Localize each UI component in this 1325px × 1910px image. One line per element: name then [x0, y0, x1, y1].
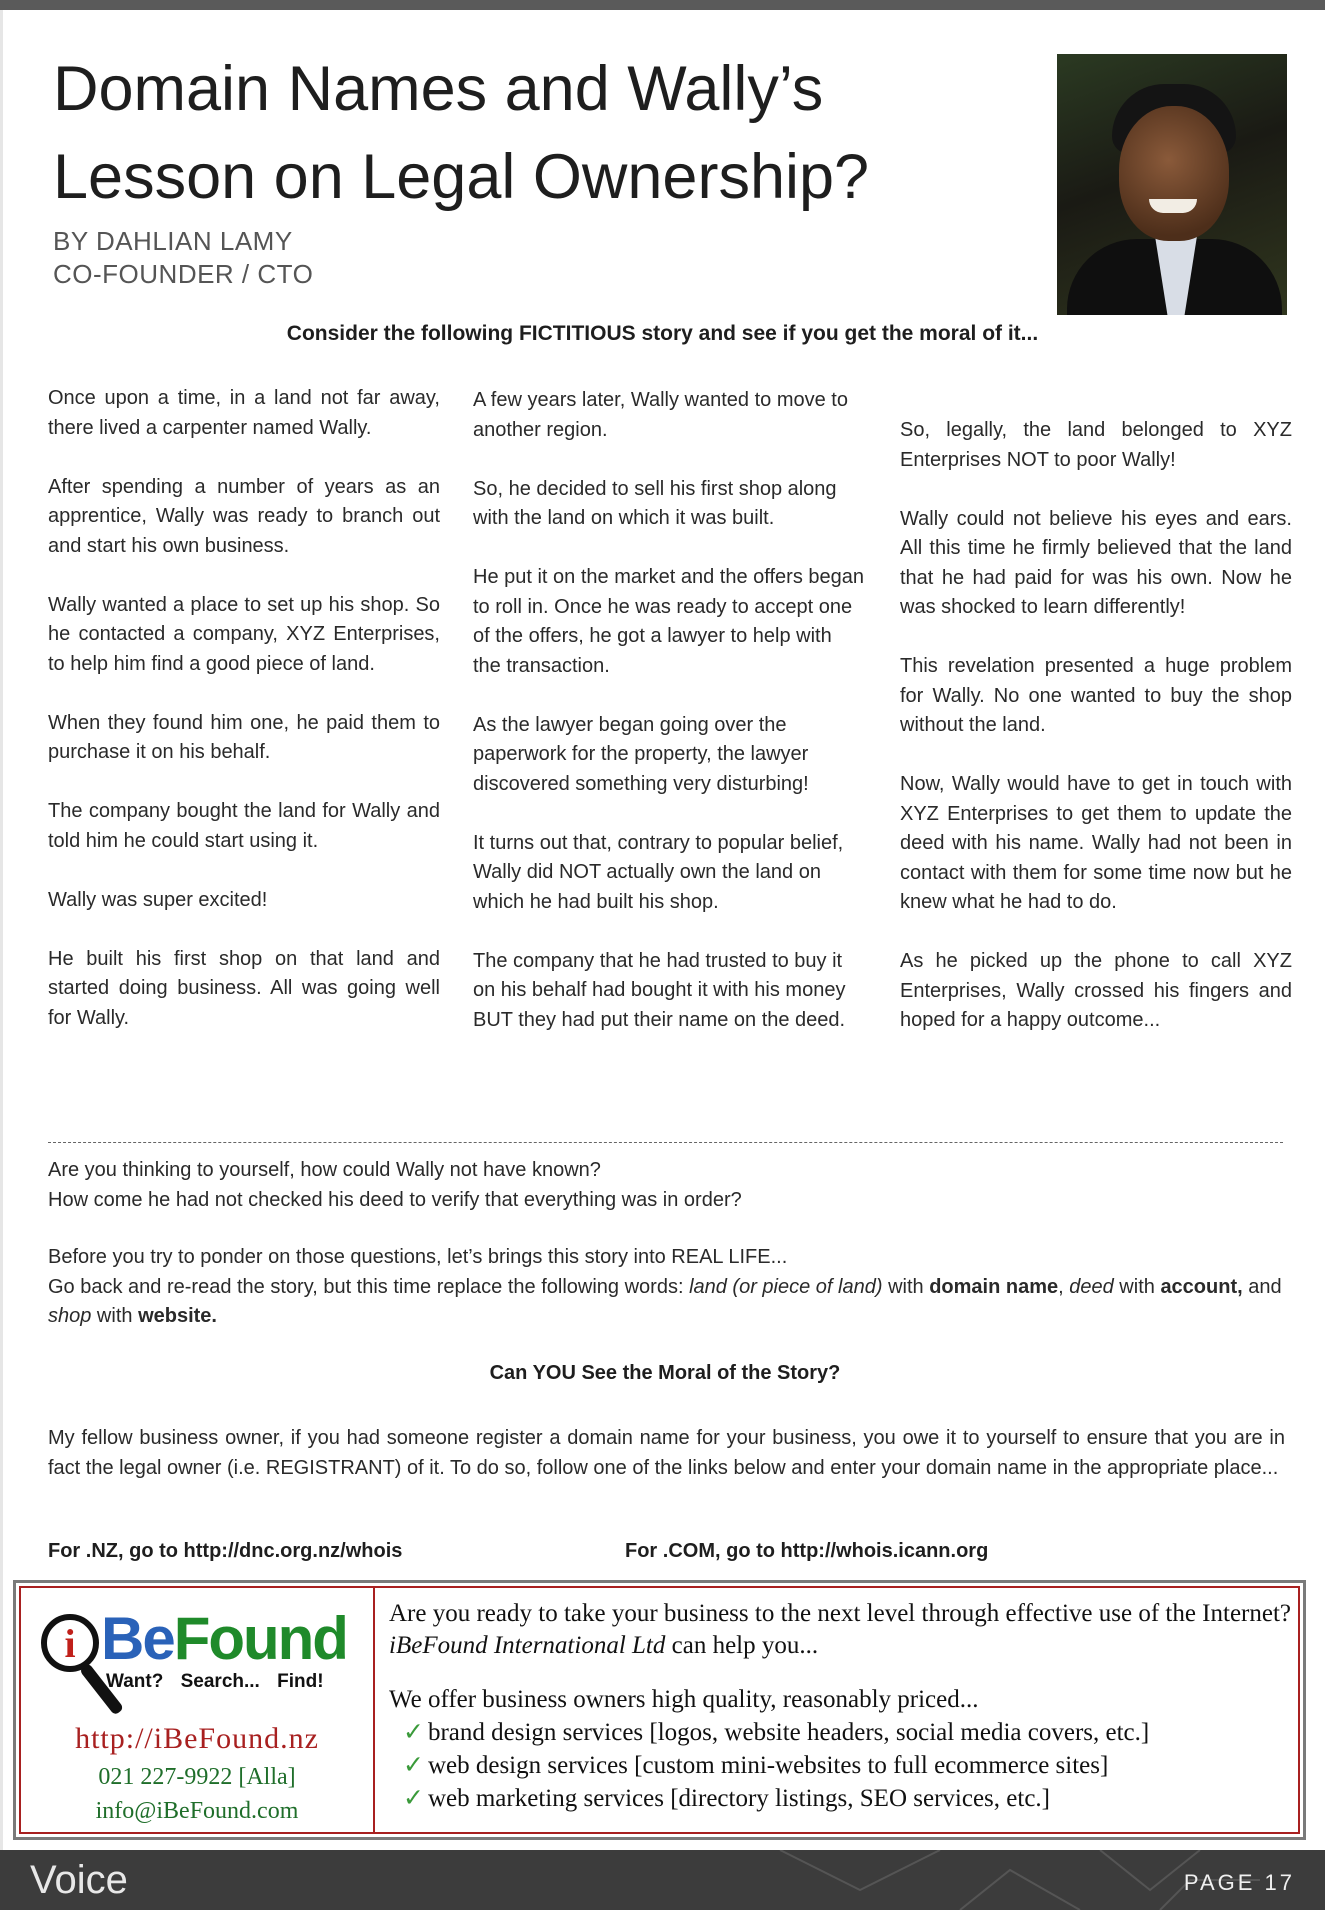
- replace-term-website: website.: [138, 1305, 217, 1327]
- paragraph: A few years later, Wally wanted to move to another region.: [473, 389, 848, 441]
- replace-term-land: land (or piece of land): [689, 1275, 883, 1298]
- footer-decoration: [0, 1850, 1325, 1910]
- checkmark-icon: ✓: [403, 1719, 424, 1746]
- footer-section-name: Voice: [30, 1858, 128, 1902]
- replace-text: and: [1242, 1275, 1282, 1298]
- logo-found: Found: [173, 1605, 347, 1672]
- author-name: BY DAHLIAN LAMY: [53, 226, 293, 256]
- service-label: web marketing services [directory listings, SEO services, etc.]: [427, 1785, 1050, 1812]
- service-label: web design services [custom mini-websites to full ecommerce sites]: [427, 1752, 1109, 1779]
- replace-instructions: [48, 1273, 1285, 1332]
- article-column-1: [48, 384, 440, 1063]
- replace-text: Go back and re-read the story, but this time replace the following words:: [48, 1275, 690, 1298]
- article-column-2: [473, 386, 865, 1065]
- paragraph: It turns out that, contrary to popular belief, Wally did NOT actually own the land on which he had built his shop.: [473, 831, 844, 913]
- ibefound-logo: [101, 1605, 347, 1672]
- paragraph: As the lawyer began going over the paperwork for the property, the lawyer discovered something very disturbing!: [473, 713, 809, 795]
- dashed-divider: [48, 1142, 1283, 1143]
- paragraph: Now, Wally would have to get in touch with XYZ Enterprises to get them to update the deed with his name. Wally had not been in contact with them for some time now but he knew what he had to do.: [900, 773, 1292, 913]
- checkmark-icon: ✓: [403, 1752, 424, 1779]
- paragraph: After spending a number of years as an apprentice, Wally was ready to branch out and start his own business.: [48, 475, 440, 557]
- paragraph: So, he decided to sell his first shop along with the land on which it was built.: [473, 477, 837, 529]
- paragraph: Wally could not believe his eyes and ears. All this time he firmly believed that the land that he had paid for was his own. Now he was shocked to learn differently!: [900, 507, 1292, 618]
- page-number: PAGE 17: [1183, 1870, 1295, 1895]
- intro-line: Consider the following FICTITIOUS story and see if you get the moral of it...: [286, 322, 1039, 345]
- top-border-bar: [0, 0, 1325, 10]
- magnifier-info-icon: i: [41, 1614, 99, 1672]
- list-item: [403, 1749, 1299, 1782]
- paragraph: When they found him one, he paid them to purchase it on his behalf.: [48, 711, 440, 763]
- photo-smile-shape: [1149, 199, 1197, 213]
- paragraph: Wally was super excited!: [48, 888, 268, 911]
- paragraph: As he picked up the phone to call XYZ Enterprises, Wally crossed his fingers and hoped for a happy outcome...: [900, 950, 1292, 1031]
- question-line: How come he had not checked his deed to verify that everything was in order?: [48, 1188, 742, 1211]
- page-footer: [0, 1850, 1325, 1910]
- ad-frame: [19, 1586, 1300, 1834]
- replace-term-deed: deed: [1069, 1275, 1114, 1298]
- author-role: CO-FOUNDER / CTO: [53, 259, 314, 289]
- checkmark-icon: ✓: [403, 1785, 424, 1812]
- article-column-3: [900, 416, 1292, 1065]
- ad-pitch-text: Are you ready to take your business to the next level through effective use of the Internet?: [389, 1600, 1292, 1627]
- photo-face-shape: [1119, 106, 1229, 241]
- paragraph: So, legally, the land belonged to XYZ Enterprises NOT to poor Wally!: [900, 419, 1292, 471]
- article-title: Domain Names and Wally’s Lesson on Legal Ownership?: [53, 54, 870, 212]
- ad-pitch-text: can help you...: [665, 1632, 819, 1659]
- replace-text: with: [1113, 1275, 1161, 1298]
- nz-whois-link[interactable]: For .NZ, go to http://dnc.org.nz/whois: [48, 1540, 403, 1562]
- question-line: Are you thinking to yourself, how could Wally not have known?: [48, 1159, 601, 1181]
- byline: [53, 225, 313, 291]
- ad-email-link[interactable]: info@iBeFound.com: [95, 1798, 299, 1824]
- ad-services-list: [389, 1716, 1299, 1815]
- ad-pitch: [389, 1598, 1299, 1662]
- closing-paragraph: My fellow business owner, if you had someone register a domain name for your business, you owe it to yourself to ensure that you are in fact the legal owner (i.e. REGISTRANT) of it. To do so, follow one of the links below and enter your domain name in the appropriate place...: [48, 1427, 1285, 1479]
- replace-text: ,: [1058, 1275, 1070, 1298]
- replace-text: with: [882, 1275, 930, 1298]
- ad-divider: [373, 1588, 375, 1832]
- ad-copy: [389, 1598, 1299, 1815]
- logo-tagline: Want? Search... Find!: [106, 1671, 324, 1692]
- replace-term-account: account,: [1160, 1275, 1243, 1298]
- paragraph: Once upon a time, in a land not far away, there lived a carpenter named Wally.: [48, 387, 440, 439]
- paragraph: This revelation presented a huge problem for Wally. No one wanted to buy the shop without the land.: [900, 655, 1292, 736]
- logo-be: Be: [101, 1605, 174, 1672]
- questions-block: [48, 1156, 1285, 1215]
- real-life-block: [48, 1243, 1285, 1332]
- ad-phone: 021 227-9922 [Alla]: [98, 1764, 296, 1790]
- list-item: [403, 1716, 1299, 1749]
- ibefound-advertisement: [13, 1580, 1306, 1840]
- ad-website-link[interactable]: http://iBeFound.nz: [75, 1722, 319, 1755]
- author-photo: [1057, 54, 1287, 315]
- com-whois-link[interactable]: For .COM, go to http://whois.icann.org: [625, 1540, 989, 1562]
- replace-text: with: [91, 1305, 139, 1327]
- service-label: brand design services [logos, website headers, social media covers, etc.]: [427, 1719, 1150, 1746]
- replace-term-domain: domain name: [929, 1275, 1059, 1298]
- list-item: [403, 1782, 1299, 1815]
- ad-company-name: iBeFound International Ltd: [389, 1632, 666, 1659]
- replace-term-shop: shop: [48, 1305, 92, 1327]
- ponder-line: Before you try to ponder on those questions, let’s brings this story into REAL LIFE...: [48, 1246, 788, 1268]
- ad-offer: We offer business owners high quality, reasonably priced...: [389, 1686, 979, 1713]
- paragraph: The company bought the land for Wally and told him he could start using it.: [48, 800, 440, 852]
- moral-heading: Can YOU See the Moral of the Story?: [489, 1362, 841, 1384]
- paragraph: The company that he had trusted to buy it on his behalf had bought it with his money BUT they had put their name on the deed.: [473, 949, 846, 1031]
- paragraph: Wally wanted a place to set up his shop. So he contacted a company, XYZ Enterprises, to help him find a good piece of land.: [48, 593, 440, 675]
- paragraph: He built his first shop on that land and started doing business. All was going well for Wally.: [48, 947, 440, 1029]
- page-left-edge: [0, 10, 3, 1850]
- paragraph: He put it on the market and the offers began to roll in. Once he was ready to accept one of the offers, he got a lawyer to help with the transaction.: [473, 566, 864, 677]
